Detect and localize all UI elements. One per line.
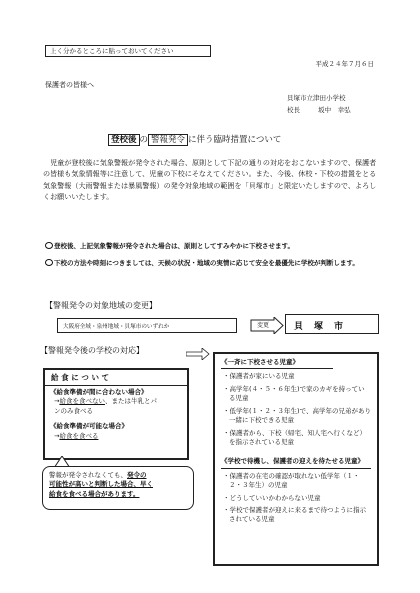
area-after-box: 貝 塚 市 (285, 314, 379, 334)
post-note: 上く分かるところに貼っておいてください (45, 45, 211, 57)
notice-2-text: 下校の方法や時刻につきましては、天候の状況・地域の実情に応じて安全を最優先に学校が判断します。 (54, 259, 359, 267)
response-heading: 【警報発令後の学校の対応】 (40, 346, 144, 355)
area-change-heading: 【警報発令の対象地域の変更】 (45, 301, 157, 310)
lunch-box (43, 368, 189, 460)
callout-line1 (49, 471, 187, 480)
lunch-title: 給 食 に つ い て (45, 370, 187, 386)
wait-title: 《学校で待機し、保護者の迎えを待たせる児童》 (221, 457, 371, 468)
circle-icon (45, 259, 53, 266)
notice-2 (45, 258, 365, 269)
list-item: ・低学年(１・２・３年生)で、高学年の兄弟があり一緒に下校できる児童 (223, 406, 371, 425)
recipient: 保護者の皆様へ (45, 81, 94, 89)
title-particle: の (139, 135, 149, 145)
lunch-no-underlined: 給食を食べない (59, 397, 105, 406)
change-label: 変更 (256, 322, 269, 329)
lunch-no-rest: 、または牛乳とパ (104, 397, 157, 406)
principal-role: 校長 (287, 106, 300, 114)
circle-icon (45, 242, 53, 249)
principal-name: 坂中 幸弘 (318, 106, 351, 114)
title-rest: に伴う臨時措置について (188, 135, 282, 145)
arrow-right-icon (186, 348, 210, 360)
list-item: ・どうしていいかわからない児童 (223, 493, 321, 502)
list-item: ・学校で保護者が迎えに来るまで待つように指示されている児童 (223, 506, 366, 524)
lunch-no-line2: ンのみ食べる (54, 406, 93, 415)
intro-paragraph: 児童が登校後に気象警報が発令された場合、原則として下記の通りの対応をおこないますので、保護者の皆様も気象情報等に注意して、児童の下校にそなえてください。また、今後、休校・下校の措置をとる気象警報（大雨警報または暴風警報）の発令対象地域の範囲を「貝塚市」と限定いたしますので、よろしくお願いいたします。 (43, 158, 377, 202)
principal (287, 106, 351, 115)
notice-1-text: 登校後、上記気象警報が発令された場合は、原則としてすみやかに下校させます。 (54, 242, 294, 250)
wait-list (221, 472, 371, 525)
callout-line2: 可能性が高いと判断した場合、早く (49, 480, 153, 489)
lunch-yes-underlined: 給食を食べる (59, 431, 99, 440)
callout-line3: 給食を食べる場合があります。 (49, 489, 140, 498)
school-name: 貝塚市立津田小学校 (287, 94, 346, 102)
title-warning-issued: 警報発令 (148, 134, 188, 146)
lunch-no-title: 《給食準備が間に合わない場合》 (50, 388, 148, 396)
list-item: ・高学年(４・５・６年生)で家のカギを持っている児童 (223, 384, 365, 403)
list-item: ・保護者が家にいる児童 (223, 372, 295, 381)
dismissal-box (213, 352, 379, 566)
title-after-arrival: 登校後 (108, 134, 140, 146)
together-list (221, 372, 371, 447)
list-item: ・保護者から、下校（帰宅、知人宅へ行くなど）を指示されている児童 (223, 428, 366, 446)
together-title: 《一斉に下校させる児童》 (221, 358, 333, 369)
list-item: ・保護者の在宅の確認が取れない低学年（１・２・３年生）の児童 (223, 471, 360, 490)
lunch-yes-line: →給食を食べる (54, 431, 99, 440)
notice-1 (45, 242, 377, 251)
area-before-box: 大阪府全域・泉州地域・貝塚市のいずれか (57, 318, 237, 333)
issue-date: 平成２４年７月６日 (315, 60, 374, 68)
lunch-yes-title: 《給食準備が可能な場合》 (50, 422, 128, 431)
page-title (108, 133, 281, 145)
callout-line1a: 警報が発令されなくても、 (49, 471, 127, 479)
change-arrow (250, 317, 284, 334)
callout-box (42, 466, 194, 510)
lunch-no-line1: →給食を食べない、または牛乳とパ (54, 397, 157, 406)
callout-line1b: 発令の (127, 471, 147, 479)
